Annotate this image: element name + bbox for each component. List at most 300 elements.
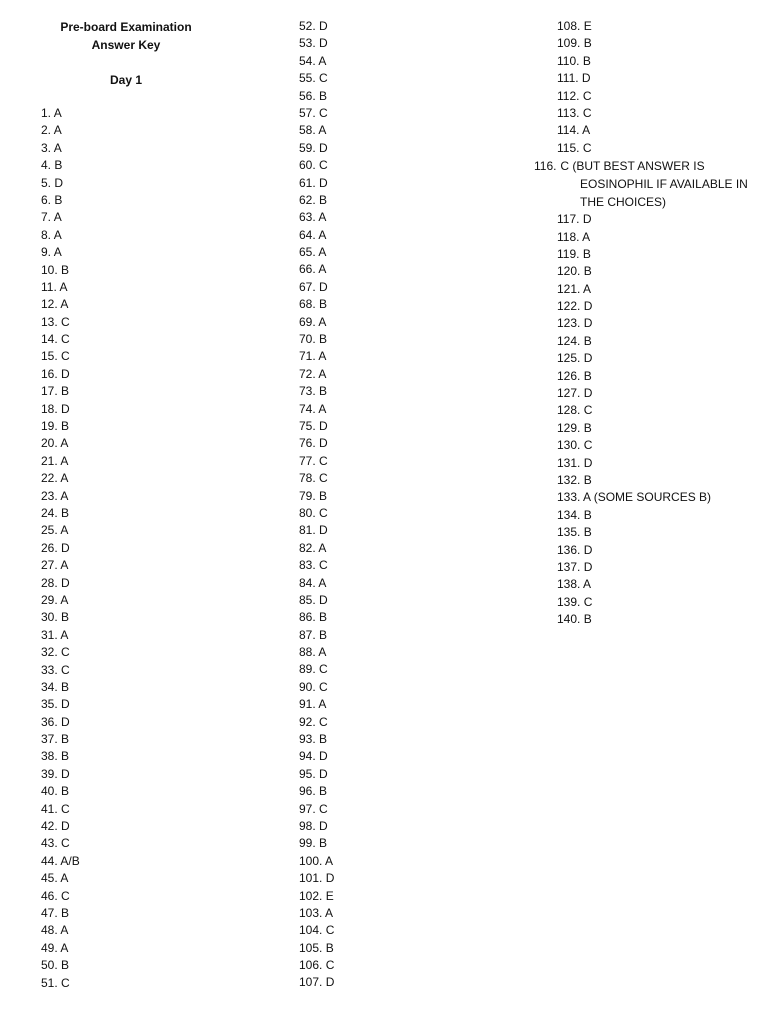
answer-item [299,592,509,609]
answer-value: C (BUT BEST ANSWER IS EOSINOPHIL IF AVAILABLE IN THE CHOICES) [560,159,748,210]
answer-value: E [325,888,334,903]
question-number: 9. [41,245,52,260]
answer-item [41,401,251,418]
answer-item [299,279,509,296]
answer-item [41,853,251,870]
answer-value: A [60,436,69,451]
answer-item [299,801,509,818]
answer-item [557,385,757,402]
answer-item [299,227,509,244]
answer-value: D [61,714,70,729]
question-number: 132. [557,472,581,487]
question-number: 60. [299,158,316,173]
question-number: 66. [299,262,316,277]
answer-value: C [61,975,70,990]
answer-value: B [325,940,334,955]
question-number: 62. [299,192,316,207]
answer-item [557,437,757,454]
day-label: Day 1 [109,73,143,87]
answer-item [299,957,509,974]
question-number: 98. [299,818,316,833]
answer-item [299,35,509,52]
answer-value: B [319,610,328,625]
question-number: 95. [299,766,316,781]
answer-item [557,70,757,87]
answer-item [557,53,757,70]
answer-item [41,209,251,226]
question-number: 3. [41,140,52,155]
question-number: 77. [299,453,316,468]
answer-value: D [319,523,328,538]
answer-item [299,853,509,870]
question-number: 67. [299,279,316,294]
answer-value: B [61,262,70,277]
answer-value: A [318,123,327,138]
answer-value: D [61,401,70,416]
question-number: 69. [299,314,316,329]
question-number: 131. [557,455,581,470]
answer-item [299,366,509,383]
question-number: 55. [299,71,316,86]
question-number: 11. [41,279,57,294]
answer-item [299,122,509,139]
question-number: 35. [41,697,58,712]
answer-item [299,540,509,557]
answer-item [41,140,251,157]
question-number: 114. [557,123,580,138]
answer-value: A [318,366,327,381]
question-number: 101. [299,871,323,886]
question-number: 105. [299,940,323,955]
answer-item [299,748,509,765]
answer-item [41,244,251,261]
question-number: 37. [41,732,58,747]
answer-value: A [318,53,327,68]
answer-item [299,209,509,226]
answer-item [299,296,509,313]
question-number: 112. [557,88,580,103]
question-number: 90. [299,679,316,694]
question-number: 137. [557,559,581,574]
answer-value: D [61,819,70,834]
answer-item [41,922,251,939]
answer-value: C [583,438,593,453]
question-number: 49. [41,940,58,955]
answer-column-1 [41,105,251,992]
answer-value: B [319,836,328,851]
answer-column-2 [299,18,509,992]
answer-item [41,975,251,992]
question-number: 109. [557,36,581,51]
answer-value: B [61,384,70,399]
question-number: 125. [557,351,581,366]
question-number: 31. [41,627,58,642]
question-number: 79. [299,488,316,503]
question-number: 138. [557,577,581,592]
answer-value: A [60,627,69,642]
answer-item [299,627,509,644]
question-number: 127. [557,386,581,401]
answer-value: A/B [60,853,80,868]
answer-item [41,557,251,574]
answer-value: B [583,36,592,51]
question-number: 8. [41,227,52,242]
answer-value: D [61,697,70,712]
answer-value: C [319,505,328,520]
question-number: 12. [41,297,58,312]
answer-value: A [318,262,327,277]
answer-value: C [319,453,328,468]
answer-value: B [583,612,592,627]
answer-value: C [319,471,328,486]
answer-item [299,418,509,435]
answer-item [299,575,509,592]
question-number: 129. [557,420,581,435]
answer-item [41,957,251,974]
question-number: 100. [299,853,323,868]
answer-value: B [319,384,328,399]
answer-value: D [325,975,335,990]
answer-value: A [60,453,69,468]
answer-value: C [61,662,70,677]
answer-value: D [61,766,70,781]
answer-value: B [319,88,328,103]
answer-value: C [319,801,328,816]
answer-item [299,766,509,783]
question-number: 23. [41,488,58,503]
answer-item [299,88,509,105]
answer-item [557,88,757,105]
answer-value: B [61,679,70,694]
question-number: 44. [41,853,58,868]
answer-value: D [581,71,591,86]
answer-item [41,540,251,557]
answer-item [299,679,509,696]
question-number: 71. [299,349,316,364]
question-number: 43. [41,836,58,851]
answer-value: A (SOME SOURCES B) [583,490,712,505]
answer-item [557,122,757,139]
question-number: 34. [41,679,58,694]
question-number: 91. [299,697,316,712]
document-title: Pre-board Examination [60,20,192,34]
answer-item [41,348,251,365]
question-number: 47. [41,905,58,920]
question-number: 53. [299,36,316,51]
question-number: 58. [299,123,316,138]
answer-item [557,229,757,246]
answer-item [41,453,251,470]
answer-item [41,679,251,696]
question-number: 40. [41,784,58,799]
answer-value: C [583,594,593,609]
question-number: 41. [41,801,58,816]
question-number: 50. [41,958,58,973]
question-number: 76. [299,436,316,451]
answer-item [41,262,251,279]
answer-item [41,505,251,522]
answer-item [299,314,509,331]
answer-value: A [60,923,69,938]
answer-item [299,870,509,887]
answer-value: C [61,332,70,347]
question-number: 108. [557,19,581,33]
answer-value: A [318,697,327,712]
answer-item [557,281,757,298]
answer-value: A [318,227,327,242]
answer-item [41,627,251,644]
answer-item [41,227,251,244]
answer-value: A [318,210,327,225]
question-number: 115. [557,140,580,155]
answer-value: B [583,333,592,348]
answer-item [41,783,251,800]
answer-item [557,333,757,350]
answer-item [299,53,509,70]
answer-item [299,783,509,800]
answer-value: D [319,749,328,764]
answer-item [299,331,509,348]
question-number: 106. [299,958,323,973]
answer-item [299,470,509,487]
answer-value: D [583,316,593,331]
answer-item [557,18,757,35]
answer-value: D [319,279,328,294]
answer-item [299,140,509,157]
answer-value: C [319,71,328,86]
question-number: 20. [41,436,58,451]
answer-value: B [319,784,328,799]
answer-item [299,192,509,209]
answer-item [557,594,757,611]
document-header [38,18,214,89]
question-number: 78. [299,471,316,486]
answer-item [41,296,251,313]
answer-item [41,366,251,383]
answer-value: B [61,419,70,434]
answer-value: A [60,558,69,573]
answer-item [299,383,509,400]
question-number: 73. [299,384,316,399]
question-number: 19. [41,419,58,434]
question-number: 89. [299,662,316,677]
answer-value: C [582,105,592,120]
answer-item [299,453,509,470]
answer-value: A [60,871,69,886]
answer-item [557,507,757,524]
question-number: 140. [557,612,581,627]
question-number: 86. [299,610,316,625]
answer-item [299,696,509,713]
answer-value: B [61,732,70,747]
answer-value: B [61,610,70,625]
question-number: 26. [41,540,58,555]
question-number: 97. [299,801,316,816]
question-number: 64. [299,227,316,242]
answer-item [557,105,757,122]
answer-value: A [318,314,327,329]
answer-item [557,211,757,228]
question-number: 46. [41,888,58,903]
answer-item [557,368,757,385]
answer-item [41,888,251,905]
answer-value: A [583,281,592,296]
question-number: 119. [557,246,580,261]
answer-item [41,870,251,887]
answer-value: D [583,559,593,574]
answer-value: B [61,784,70,799]
question-number: 63. [299,210,316,225]
answer-item [41,418,251,435]
question-number: 17. [41,384,58,399]
answer-value: A [53,210,62,225]
answer-item [557,140,757,157]
question-number: 110. [557,53,580,68]
question-number: 123. [557,316,581,331]
answer-value: A [318,540,327,555]
answer-value: B [582,246,591,261]
answer-item [557,542,757,559]
answer-item [299,70,509,87]
answer-item [41,940,251,957]
answer-item [557,455,757,472]
answer-value: A [53,106,62,120]
answer-value: B [583,507,592,522]
answer-item [41,662,251,679]
answer-value: D [583,455,593,470]
answer-value: B [582,53,591,68]
answer-column-3 [534,18,757,629]
answer-item [41,105,251,122]
question-number: 113. [557,105,580,120]
answer-value: A [60,523,69,538]
answer-value: A [318,401,327,416]
answer-value: D [54,175,64,190]
answer-value: D [319,436,328,451]
question-number: 28. [41,575,58,590]
answer-item [557,559,757,576]
question-number: 99. [299,836,316,851]
question-number: 56. [299,88,316,103]
answer-value: B [319,627,328,642]
question-number: 136. [557,542,581,557]
answer-value: E [583,19,592,33]
answer-value: C [319,105,328,120]
question-number: 48. [41,923,58,938]
question-number: 24. [41,505,58,520]
question-number: 30. [41,610,58,625]
question-number: 52. [299,19,316,33]
answer-value: A [53,123,62,138]
question-number: 70. [299,332,316,347]
answer-value: C [61,349,70,364]
answer-value: D [583,351,593,366]
question-number: 102. [299,888,323,903]
answer-value: A [583,577,592,592]
answer-item [557,472,757,489]
answer-item [41,383,251,400]
answer-value: D [61,540,70,555]
answer-value: A [53,227,62,242]
answer-value: C [61,836,70,851]
answer-item [299,157,509,174]
answer-item [41,905,251,922]
answer-value: D [582,212,592,227]
question-number: 51. [41,975,58,990]
answer-item [41,175,251,192]
answer-value: D [61,575,70,590]
answer-value: C [582,140,592,155]
answer-item [299,488,509,505]
answer-value: A [318,645,327,660]
answer-value: C [61,314,70,329]
question-number: 25. [41,523,58,538]
question-number: 57. [299,105,316,120]
answer-item [299,714,509,731]
answer-value: B [583,368,592,383]
answer-value: B [61,905,70,920]
answer-value: D [583,542,593,557]
question-number: 10. [41,262,58,277]
answer-value: C [61,645,70,660]
question-number: 16. [41,366,58,381]
answer-item [41,522,251,539]
answer-value: A [582,229,591,244]
answer-item [299,731,509,748]
answer-item [41,575,251,592]
answer-item [299,261,509,278]
question-number: 85. [299,592,316,607]
question-number: 65. [299,245,316,260]
answer-item [41,644,251,661]
answer-value: B [61,958,70,973]
answer-value: C [583,403,593,418]
answer-value: B [61,505,70,520]
answer-item [557,315,757,332]
answer-item: 116. C (BUT BEST ANSWER IS EOSINOPHIL IF AVAILABLE IN THE CHOICES) [534,159,748,210]
question-number: 36. [41,714,58,729]
answer-item [299,818,509,835]
answer-value: B [54,192,63,207]
answer-item [557,576,757,593]
question-number: 111. [557,71,579,86]
question-number: 13. [41,314,58,329]
question-number: 139. [557,594,581,609]
answer-item [557,611,757,628]
question-number: 124. [557,333,581,348]
answer-item [557,402,757,419]
answer-item [557,420,757,437]
question-number: 75. [299,418,316,433]
question-number: 38. [41,749,58,764]
question-number: 88. [299,645,316,660]
answer-item [299,522,509,539]
question-number: 15. [41,349,58,364]
answer-value: A [582,123,591,138]
answer-item [41,818,251,835]
answer-item [557,298,757,315]
question-number: 68. [299,297,316,312]
question-number: 84. [299,575,316,590]
answer-value: A [53,245,62,260]
answer-item [299,922,509,939]
question-number: 81. [299,523,316,538]
question-number: 61. [299,175,316,190]
question-number: 135. [557,525,581,540]
answer-item [299,661,509,678]
question-number: 130. [557,438,581,453]
question-number: 54. [299,53,316,68]
